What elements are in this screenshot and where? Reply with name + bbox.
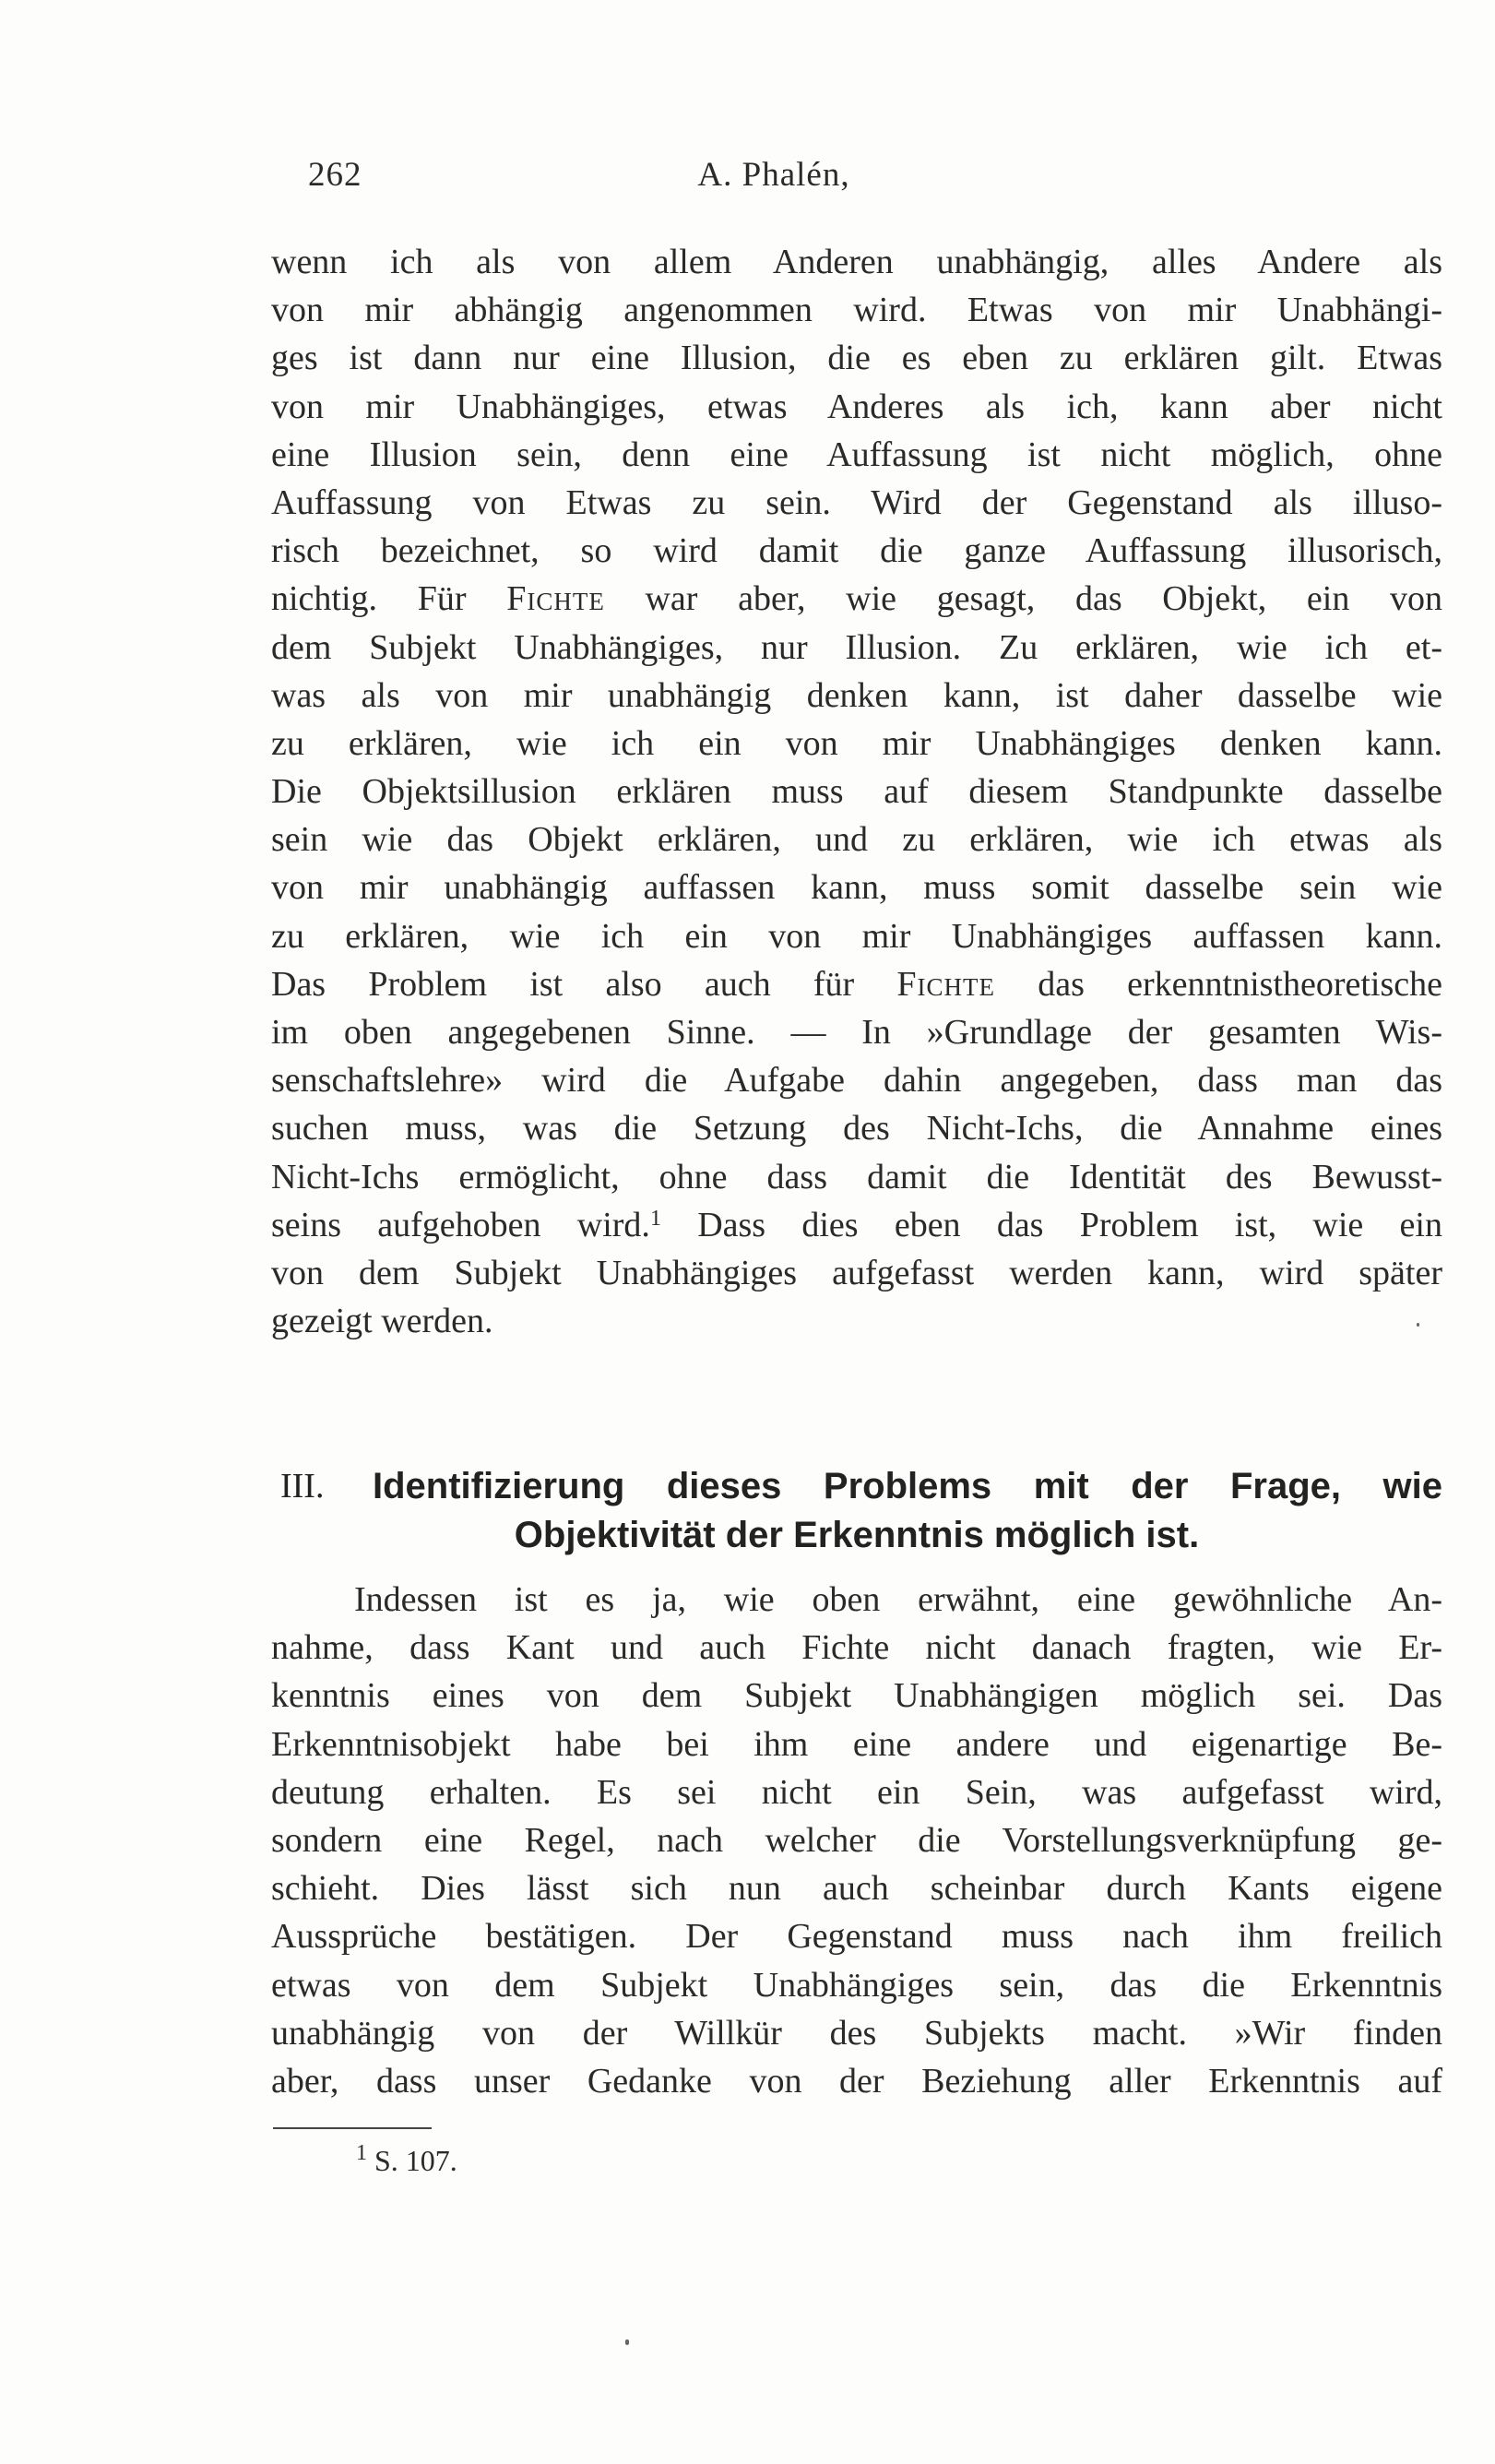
text-line bbox=[271, 334, 1442, 382]
text-segment: senschaftslehre» wird die Aufgabe dahin angegeben, dass man das bbox=[271, 1061, 1442, 1101]
scan-speck bbox=[625, 2339, 629, 2345]
text-line: deutung erhalten. Es sei nicht ein Sein, was aufgefasst wird, bbox=[271, 1772, 1442, 1812]
text-line bbox=[271, 1008, 1442, 1056]
text-segment: im oben angegebenen Sinne. — In »Grundlage der gesamten Wis- bbox=[271, 1013, 1442, 1052]
text-segment: eine Illusion sein, denn eine Auffassung ist nicht möglich, ohne bbox=[271, 434, 1442, 474]
text-line bbox=[271, 720, 1442, 768]
text-segment: von dem Subjekt Unabhängiges aufgefasst werden kann, wird später bbox=[271, 1253, 1442, 1292]
text-line bbox=[271, 286, 1442, 334]
text-line: Erkenntnisobjekt habe bei ihm eine andere und eigenartige Be- bbox=[271, 1724, 1442, 1764]
text-segment: von mir unabhängig auffassen kann, muss somit dasselbe sein wie bbox=[271, 868, 1442, 908]
text-line bbox=[271, 1153, 1442, 1201]
section-title-line-1: Identifizierung dieses Problems mit der Frage, wie bbox=[373, 1466, 1442, 1506]
text-line bbox=[271, 1056, 1442, 1104]
text-line: aber, dass unser Gedanke von der Beziehung aller Erkenntnis auf bbox=[271, 2061, 1442, 2101]
text-line bbox=[271, 527, 1442, 575]
text-segment: gezeigt werden. bbox=[271, 1302, 493, 1341]
footnote-reference: 1 bbox=[649, 1206, 661, 1231]
text-segment: von mir abhängig angenommen wird. Etwas von mir Unabhängi- bbox=[271, 291, 1442, 330]
paragraph-2 bbox=[271, 1576, 1442, 2105]
author-name-smallcaps: Fichte bbox=[506, 579, 605, 619]
section-title-line-2: Objektivität der Erkenntnis möglich ist. bbox=[514, 1515, 1200, 1555]
text-line bbox=[271, 815, 1442, 863]
author-name-smallcaps: Fichte bbox=[896, 964, 996, 1004]
text-segment: Das Problem ist also auch für bbox=[271, 964, 897, 1004]
text-line: schieht. Dies lässt sich nun auch scheinbar durch Kants eigene bbox=[271, 1869, 1442, 1909]
text-segment: ges ist dann nur eine Illusion, die es eben zu erklären gilt. Etwas bbox=[271, 339, 1442, 378]
text-line: etwas von dem Subjekt Unabhängiges sein, das die Erkenntnis bbox=[271, 1965, 1442, 2005]
text-line bbox=[271, 863, 1442, 911]
text-segment: sein wie das Objekt erklären, und zu erklären, wie ich etwas als bbox=[271, 820, 1442, 860]
text-line bbox=[271, 912, 1442, 960]
text-line bbox=[271, 431, 1442, 479]
text-line bbox=[271, 960, 1442, 1008]
text-line bbox=[271, 1104, 1442, 1152]
text-line bbox=[271, 238, 1442, 286]
footnote bbox=[356, 2140, 457, 2181]
text-segment: seins aufgehoben wird. bbox=[271, 1205, 650, 1244]
section-number: III. bbox=[280, 1467, 325, 1506]
running-head: A. Phalén, bbox=[697, 156, 850, 194]
text-segment: Dass dies eben das Problem ist, wie ein bbox=[660, 1205, 1442, 1244]
text-segment: nichtig. Für bbox=[271, 579, 507, 619]
text-line: Aussprüche bestätigen. Der Gegenstand muss nach ihm freilich bbox=[271, 1917, 1442, 1957]
text-line bbox=[271, 672, 1442, 720]
text-line bbox=[271, 1201, 1442, 1249]
page-header bbox=[308, 155, 1240, 201]
footnote-text: S. 107. bbox=[374, 2144, 457, 2177]
text-line bbox=[271, 479, 1442, 527]
text-segment: was als von mir unabhängig denken kann, ist daher dasselbe wie bbox=[271, 675, 1442, 715]
text-segment: das erkenntnistheoretische bbox=[995, 964, 1442, 1004]
text-segment: risch bezeichnet, so wird damit die ganze Auffassung illusorisch, bbox=[271, 531, 1442, 571]
text-segment: zu erklären, wie ich ein von mir Unabhängiges denken kann. bbox=[271, 723, 1442, 763]
text-segment: suchen muss, was die Setzung des Nicht-Ichs, die Annahme eines bbox=[271, 1109, 1442, 1149]
text-segment: war aber, wie gesagt, das Objekt, ein von bbox=[604, 579, 1442, 619]
footnote-marker: 1 bbox=[356, 2141, 367, 2165]
text-segment: Auffassung von Etwas zu sein. Wird der Gegenstand als illuso- bbox=[271, 482, 1442, 522]
text-segment: Nicht-Ichs ermöglicht, ohne dass damit die Identität des Bewusst- bbox=[271, 1157, 1442, 1196]
text-line bbox=[271, 575, 1442, 623]
paragraph-1 bbox=[271, 238, 1442, 1345]
text-segment: wenn ich als von allem Anderen unabhängig, alles Andere als bbox=[271, 243, 1442, 281]
text-line: unabhängig von der Willkür des Subjekts macht. »Wir finden bbox=[271, 2013, 1442, 2053]
text-line bbox=[271, 1297, 1442, 1345]
footnote-rule bbox=[273, 2127, 432, 2129]
text-line bbox=[271, 624, 1442, 672]
text-segment: dem Subjekt Unabhängiges, nur Illusion. Zu erklären, wie ich et- bbox=[271, 627, 1442, 667]
text-line bbox=[271, 1249, 1442, 1297]
text-line bbox=[271, 768, 1442, 815]
text-segment: von mir Unabhängiges, etwas Anderes als ich, kann aber nicht bbox=[271, 387, 1442, 426]
text-line: Indessen ist es ja, wie oben erwähnt, eine gewöhnliche An- bbox=[354, 1580, 1442, 1619]
text-line: kenntnis eines von dem Subjekt Unabhängigen möglich sei. Das bbox=[271, 1676, 1442, 1716]
scan-speck bbox=[1417, 1323, 1419, 1327]
text-segment: zu erklären, wie ich ein von mir Unabhängiges auffassen kann. bbox=[271, 916, 1442, 956]
text-line: sondern eine Regel, nach welcher die Vorstellungsverknüpfung ge- bbox=[271, 1820, 1442, 1860]
text-line bbox=[271, 383, 1442, 431]
text-line: nahme, dass Kant und auch Fichte nicht danach fragten, wie Er- bbox=[271, 1628, 1442, 1668]
text-segment: Die Objektsillusion erklären muss auf diesem Standpunkte dasselbe bbox=[271, 772, 1442, 812]
page-number: 262 bbox=[308, 156, 362, 194]
